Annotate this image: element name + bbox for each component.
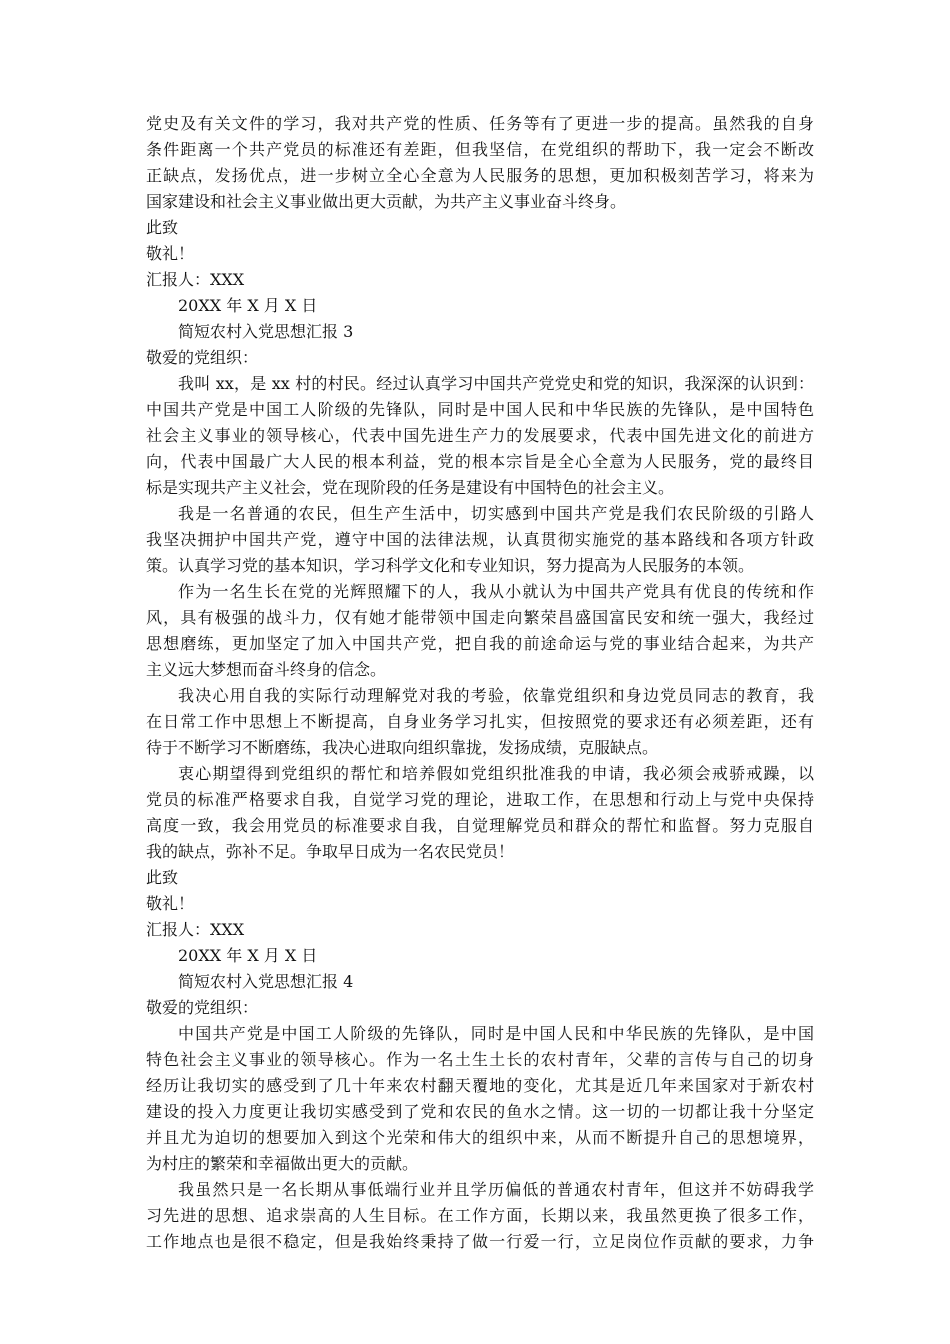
paragraph [146,1177,814,1255]
text-line: 我坚决拥护中国共产党，遵守中国的法律法规，认真贯彻实施党的基本路线和各项方针政 [146,530,814,549]
text-line: 我叫 xx，是 xx 村的村民。经过认真学习中国共产党党史和党的知识，我深深的认识到： [178,374,814,393]
text-line: 衷心期望得到党组织的帮忙和培养假如党组织批准我的申请，我必须会戒骄戒躁，以 [178,764,814,783]
text-line: 条件距离一个共产党员的标准还有差距，但我坚信，在党组织的帮助下，我一定会不断改 [146,140,814,159]
text-line: 并且尤为迫切的想要加入到这个光荣和伟大的组织中来，从而不断提升自己的思想境界， [146,1128,814,1147]
text-line: 党员的标准严格要求自我，自觉学习党的理论，进取工作，在思想和行动上与党中央保持 [146,790,814,809]
text-line: 习先进的思想、追求崇高的人生目标。在工作方面，长期以来，我虽然更换了很多工作， [146,1206,814,1225]
text-line: 党史及有关文件的学习，我对共产党的性质、任务等有了更进一步的提高。虽然我的自身 [146,114,814,133]
section-title: 简短农村入党思想汇报 4 [178,972,354,991]
paragraph [146,579,814,683]
text-line: 建设的投入力度更让我切实感受到了党和农民的鱼水之情。这一切的一切都让我十分坚定 [146,1102,814,1121]
paragraph [146,683,814,761]
text-line: 策。认真学习党的基本知识，学习科学文化和专业知识，努力提高为人民服务的本领。 [146,556,755,575]
text-line: 经历让我切实的感受到了几十年来农村翻天覆地的变化，尤其是近几年来国家对于新农村 [146,1076,814,1095]
text-line: 向，代表中国最广大人民的根本利益，党的根本宗旨是全心全意为人民服务，党的最终目 [146,452,814,471]
text-line: 我是一名普通的农民，但生产生活中，切实感到中国共产党是我们农民阶级的引路人 [178,504,814,523]
text-line: 中国共产党是中国工人阶级的先锋队，同时是中国人民和中华民族的先锋队，是中国特色 [146,400,814,419]
text-line: 我的缺点，弥补不足。争取早日成为一名农民党员！ [146,842,515,861]
text-line: 正缺点，发扬优点，进一步树立全心全意为人民服务的思想，更加积极刻苦学习，将来为 [146,166,814,185]
text-line: 特色社会主义事业的领导核心。作为一名土生土长的农村青年，父辈的言传与自己的切身 [146,1050,814,1069]
text-line: 主义远大梦想而奋斗终身的信念。 [146,660,387,679]
document-page [146,111,814,1255]
text-line: 风，具有极强的战斗力，仅有她才能带领中国走向繁荣昌盛国富民安和统一强大，我经过 [146,608,814,627]
text-line: 我决心用自我的实际行动理解党对我的考验，依靠党组织和身边党员同志的教育，我 [178,686,814,705]
closing-line: 敬礼！ [146,244,195,263]
section-title: 简短农村入党思想汇报 3 [178,322,354,341]
text-line: 在日常工作中思想上不断提高，自身业务学习扎实，但按照党的要求还有必须差距，还有 [146,712,814,731]
text-line: 中国共产党是中国工人阶级的先锋队，同时是中国人民和中华民族的先锋队，是中国 [178,1024,814,1043]
text-line: 高度一致，我会用党员的标准要求自我，自觉理解党员和群众的帮忙和监督。努力克服自 [146,816,814,835]
text-line: 待于不断学习不断磨练，我决心进取向组织靠拢，发扬成绩，克服缺点。 [146,738,659,757]
text-line: 思想磨练，更加坚定了加入中国共产党，把自我的前途命运与党的事业结合起来，为共产 [146,634,814,653]
text-line: 我虽然只是一名长期从事低端行业并且学历偏低的普通农村青年，但这并不妨碍我学 [178,1180,814,1199]
salutation: 敬爱的党组织： [146,998,259,1017]
paragraph [146,501,814,579]
reporter-line: 汇报人：XXX [146,920,245,939]
text-line: 作为一名生长在党的光辉照耀下的人，我从小就认为中国共产党具有优良的传统和作 [178,582,814,601]
text-line: 工作地点也是很不稳定，但是我始终秉持了做一行爱一行，立足岗位作贡献的要求，力争 [146,1232,814,1251]
closing-line: 此致 [146,868,179,887]
date-line: 20XX 年 X 月 X 日 [178,946,318,965]
date-line: 20XX 年 X 月 X 日 [178,296,318,315]
text-line: 标是实现共产主义社会，党在现阶段的任务是建设有中国特色的社会主义。 [146,478,675,497]
text-line: 为村庄的繁荣和幸福做出更大的贡献。 [146,1154,419,1173]
paragraph [146,761,814,865]
text-line: 社会主义事业的领导核心，代表中国先进生产力的发展要求，代表中国先进文化的前进方 [146,426,814,445]
closing-line: 敬礼！ [146,894,195,913]
closing-line: 此致 [146,218,179,237]
text-line: 国家建设和社会主义事业做出更大贡献，为共产主义事业奋斗终身。 [146,192,627,211]
paragraph [146,1021,814,1177]
reporter-line: 汇报人：XXX [146,270,245,289]
part2-paragraph [146,111,814,215]
salutation: 敬爱的党组织： [146,348,259,367]
paragraph [146,371,814,501]
